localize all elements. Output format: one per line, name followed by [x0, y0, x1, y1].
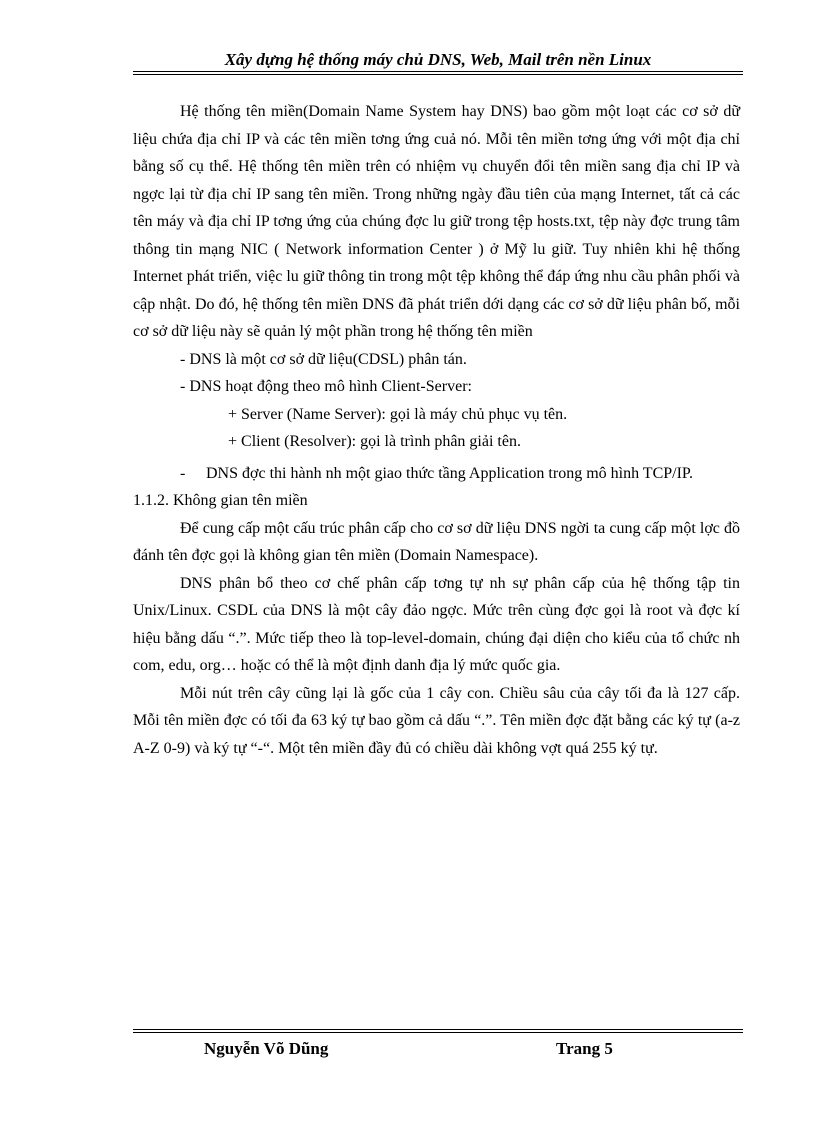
paragraph-intro: Hệ thống tên miền(Domain Name System hay DNS) bao gồm một loạt các cơ sở dữ liệu chứa địa chỉ IP và các tên miền tơng ứng cuả nó. Mỗi tên miền tơng ứng với một địa chỉ bằng số cụ thể. Hệ thống tên miền trên có nhiệm vụ chuyển đổi tên miền sang địa chỉ IP và ngợc lại từ địa chỉ IP sang tên miền. Trong những ngày đầu tiên của mạng Internet, tất cả các tên máy và địa chỉ IP tơng ứng của chúng đợc lu giữ trong tệp hosts.txt, tệp này đợc trung tâm thông tin mạng NIC ( Network information Center ) ở Mỹ lu giữ. Tuy nhiên khi hệ thống Internet phát triển, việc lu giữ thông tin trong một tệp không thể đáp ứng nhu cầu phân phối và cập nhật. Do đó, hệ thống tên miền DNS đã phát triển dới dạng các cơ sở dữ liệu phân bố, mỗi cơ sở dữ liệu này sẽ quản lý một phần trong hệ thống tên miền	[133, 103, 740, 340]
subbullet-resolver: + Client (Resolver): gọi là trình phân giải tên.	[228, 433, 521, 450]
footer-author: Nguyễn Võ Dũng	[204, 1039, 329, 1058]
document-body	[133, 98, 740, 762]
bullet-application-protocol	[133, 460, 740, 488]
page-header-title: Xây dựng hệ thống máy chủ DNS, Web, Mail trên nền Linux	[224, 50, 652, 69]
footer-divider	[133, 1029, 743, 1033]
bullet-text: DNS đợc thi hành nh một giao thức tầng Application trong mô hình TCP/IP.	[206, 464, 694, 482]
paragraph-hierarchy: DNS phân bổ theo cơ chế phân cấp tơng tự nh sự phân cấp của hệ thống tập tin Unix/Linux. CSDL của DNS là một cây đảo ngợc. Mức trên cùng đợc gọi là root và đợc kí hiệu bằng dấu “.”. Mức tiếp theo là top-level-domain, chúng đại diện cho kiểu của tổ chức nh com, edu, org… hoặc có thể là một định danh địa lý mức quốc gia.	[133, 574, 740, 674]
footer-page-number: Trang 5	[556, 1039, 613, 1058]
header-divider	[133, 71, 743, 75]
bullet-distributed-db: - DNS là một cơ sở dữ liệu(CDSL) phân tán.	[180, 350, 467, 368]
bullet-client-server: - DNS hoạt động theo mô hình Client-Server:	[180, 378, 472, 395]
paragraph-node-limits: Mỗi nút trên cây cũng lại là gốc của 1 cây con. Chiều sâu của cây tối đa là 127 cấp. Mỗi tên miền đợc có tối đa 63 ký tự bao gồm cả dấu “.”. Tên miền đợc đặt bằng các ký tự (a-z A-Z 0-9) và ký tự “-“. Một tên miền đầy đủ có chiều dài không vợt quá 255 ký tự.	[133, 684, 740, 757]
section-heading: 1.1.2. Không gian tên miền	[133, 492, 308, 509]
paragraph-namespace: Để cung cấp một cấu trúc phân cấp cho cơ sơ dữ liệu DNS ngời ta cung cấp một lợc đồ đánh tên đợc gọi là không gian tên miền (Domain Namespace).	[133, 519, 740, 564]
subbullet-name-server: + Server (Name Server): gọi là máy chủ phục vụ tên.	[228, 405, 568, 423]
bullet-mark: -	[180, 464, 186, 482]
